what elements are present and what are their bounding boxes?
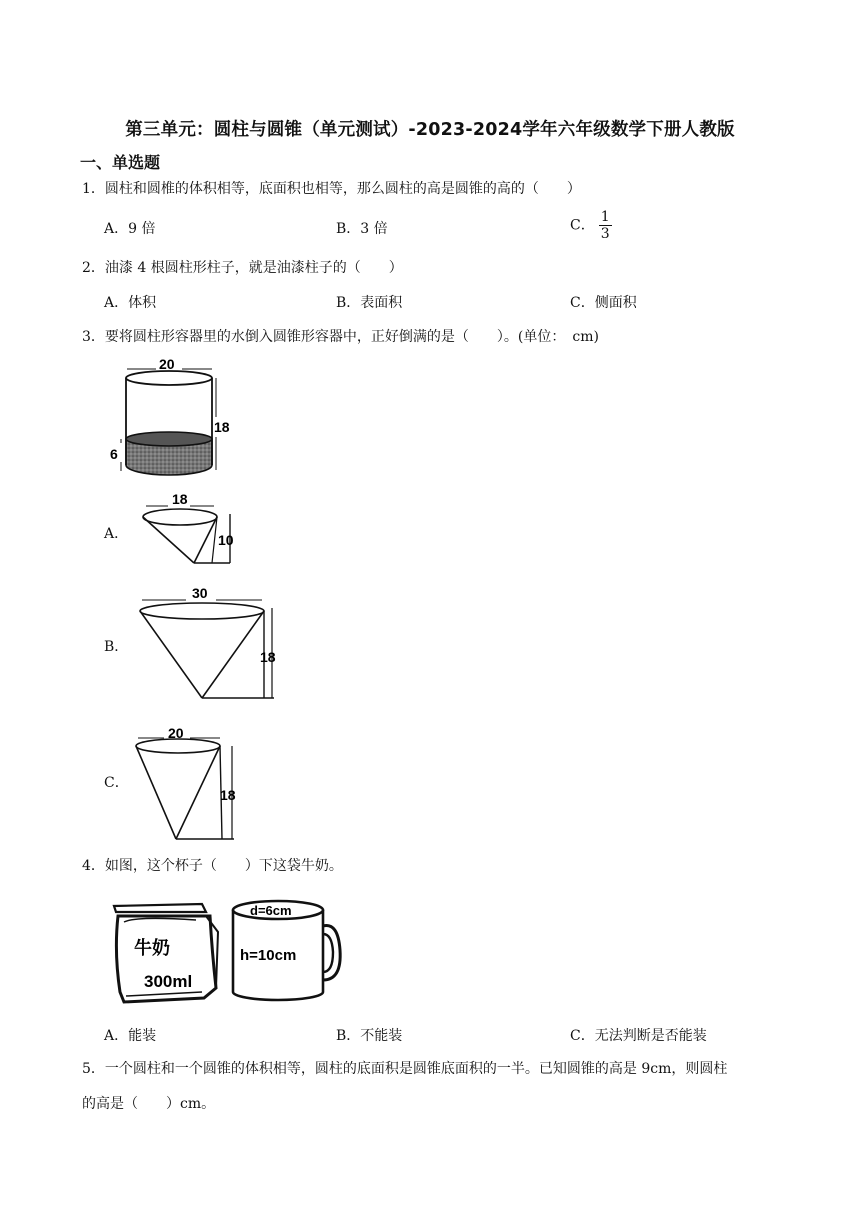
question-3-option-c[interactable]: C． [104, 775, 129, 791]
question-4-option-c[interactable]: C．无法判断是否能装 [570, 1028, 707, 1044]
question-1-option-b[interactable]: B．3 倍 [336, 221, 388, 237]
cone-c-height-label: 18 [220, 787, 236, 803]
question-5-text-line-2: 的高是（ ）cm。 [82, 1096, 216, 1112]
question-4-option-b[interactable]: B．不能装 [336, 1028, 403, 1044]
cone-a-height-label: 10 [218, 532, 234, 548]
cone-b-diameter-label: 30 [192, 585, 208, 601]
milk-bag-icon [114, 904, 218, 1002]
cone-b-figure [134, 582, 284, 704]
cone-c-figure [134, 716, 254, 846]
question-1-option-c-label: C． [570, 217, 595, 234]
question-1-text: 1．圆柱和圆椎的体积相等，底面积也相等，那么圆柱的高是圆锥的高的（ ） [82, 181, 581, 197]
page-title: 第三单元：圆柱与圆锥（单元测试）-2023-2024学年六年级数学下册人教版 [125, 120, 735, 140]
question-5-text-line-1: 5．一个圆柱和一个圆锥的体积相等，圆柱的底面积是圆锥底面积的一半。已知圆锥的高是 9cm，则圆柱 [82, 1061, 728, 1077]
cone-a-diameter-label: 18 [172, 491, 188, 507]
question-3-text: 3．要将圆柱形容器里的水倒入圆锥形容器中，正好倒满的是（ ）。(单位： cm) [82, 329, 599, 345]
question-2-option-b[interactable]: B．表面积 [336, 295, 403, 311]
cylinder-figure [104, 355, 234, 485]
cylinder-height-label: 18 [214, 419, 230, 435]
question-4-text: 4．如图，这个杯子（ ）下这袋牛奶。 [82, 858, 343, 874]
question-1-option-c[interactable] [570, 209, 612, 242]
water-height-label: 6 [110, 446, 118, 462]
milk-name-label: 牛奶 [134, 938, 170, 958]
milk-volume-label: 300ml [144, 972, 193, 991]
cup-diameter-label: d=6cm [250, 903, 292, 918]
cone-b-height-label: 18 [260, 649, 276, 665]
cup-height-label: h=10cm [240, 947, 297, 964]
cylinder-diameter-label: 20 [159, 356, 175, 372]
cone-a-figure [134, 490, 244, 570]
cone-c-diameter-label: 20 [168, 725, 184, 741]
section-heading: 一、单选题 [80, 153, 161, 172]
milk-and-cup-figure [106, 892, 346, 1010]
question-2-option-a[interactable]: A．体积 [104, 295, 157, 311]
question-3-option-a[interactable]: A． [104, 526, 129, 542]
question-1-option-a[interactable]: A．9 倍 [104, 221, 156, 237]
fraction-one-third: $\frac{1}{3}$ [600, 209, 610, 242]
question-2-option-c[interactable]: C．侧面积 [570, 295, 637, 311]
cup-icon [233, 901, 340, 1000]
question-2-text: 2．油漆 4 根圆柱形柱子，就是油漆柱子的（ ） [82, 260, 403, 276]
question-4-option-a[interactable]: A．能装 [104, 1028, 157, 1044]
question-3-option-b[interactable]: B． [104, 639, 129, 655]
